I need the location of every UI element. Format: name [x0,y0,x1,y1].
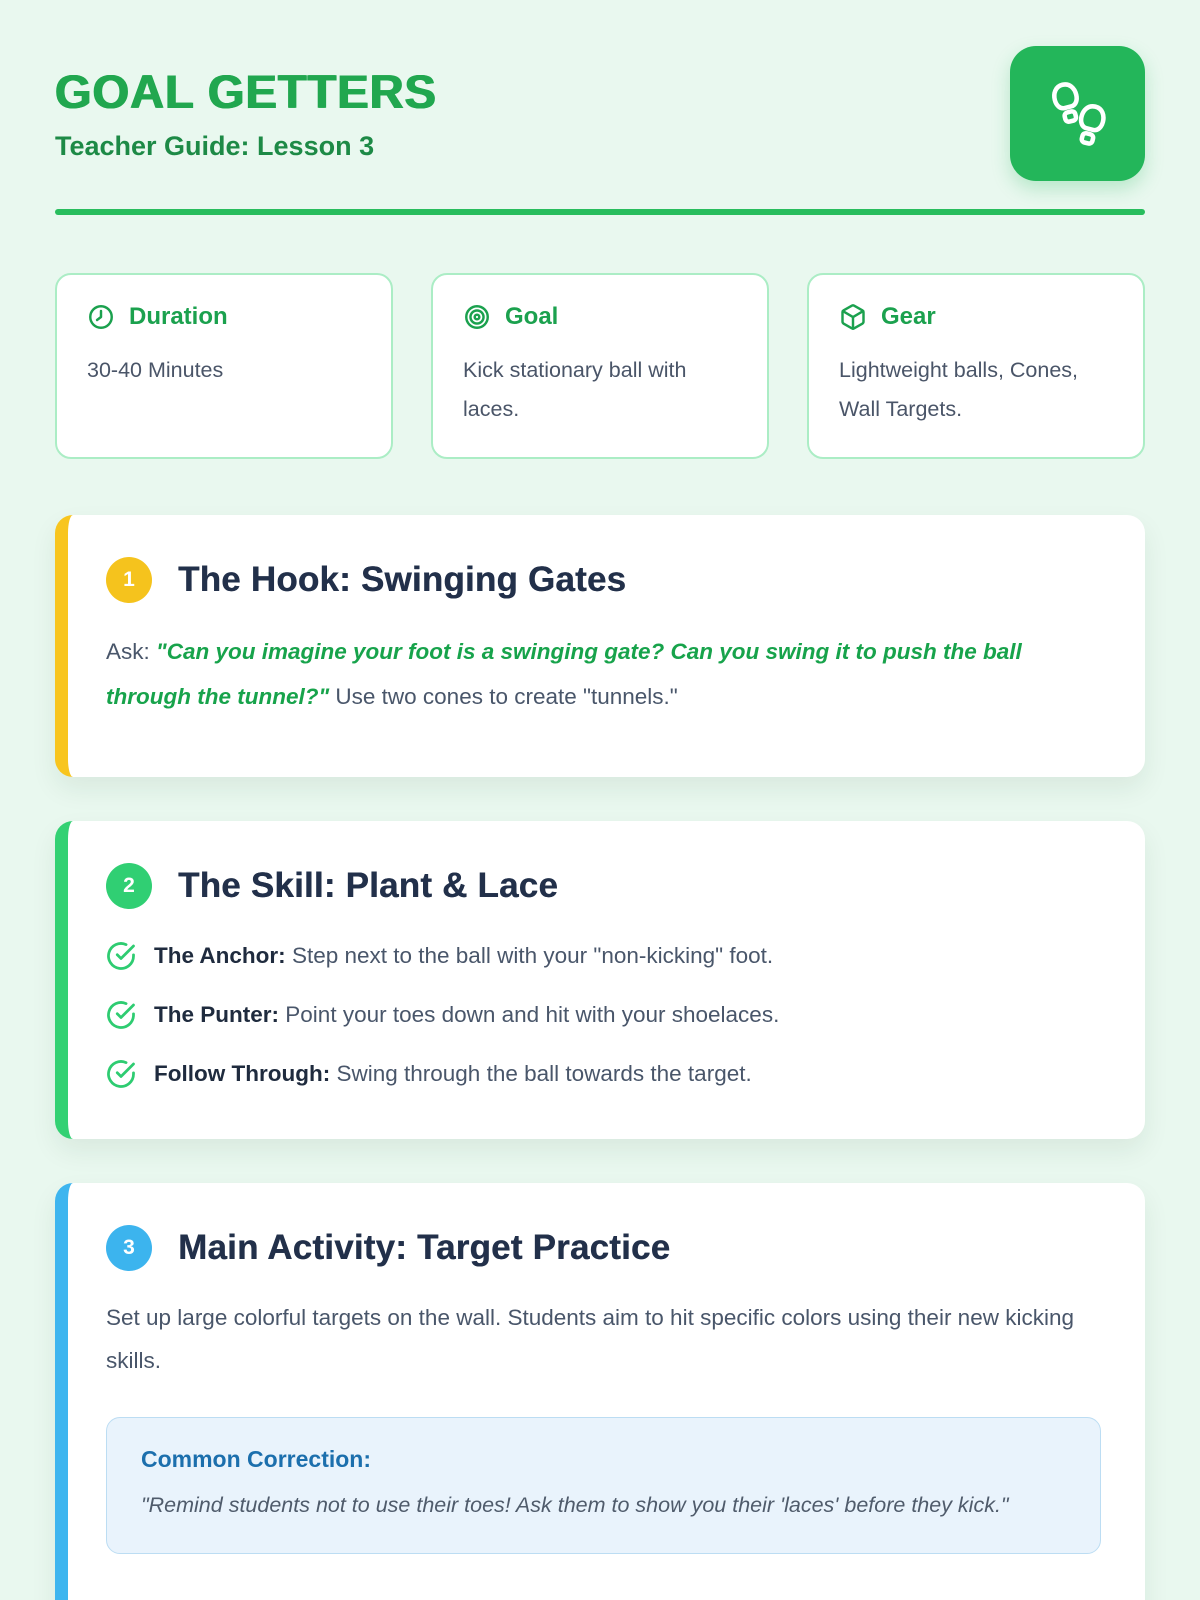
checklist-item [106,1000,1101,1030]
section-skill-title: The Skill: Plant & Lace [178,866,558,905]
gear-card-text: Lightweight balls, Cones, Wall Targets. [839,358,1079,421]
target-icon [463,303,491,331]
hook-quote: "Can you imagine your foot is a swinging gate? Can you swing it to push the ball through the tunnel?" [106,639,1022,709]
duration-card-label [87,303,361,331]
section-hook-body [106,629,1101,719]
section-main-activity [55,1183,1145,1600]
callout-title: Common Correction: [141,1445,371,1472]
checklist-item-text: The Anchor: Step next to the ball with your "non-kicking" foot. [154,943,774,968]
header-text [55,46,437,162]
page-title: GOAL GETTERS [55,65,437,118]
section-number-badge: 3 [106,1225,152,1271]
duration-card-text: 30-40 Minutes [87,358,224,382]
section-hook [55,515,1145,777]
checklist-item [106,941,1101,971]
clock-icon [87,303,115,331]
gear-card-title: Gear [881,303,936,330]
goal-card-text: Kick stationary ball with laces. [463,358,687,421]
checklist-item-text: The Punter: Point your toes down and hit with your shoelaces. [154,1002,780,1027]
section-hook-title: The Hook: Swinging Gates [178,560,627,599]
section-main-activity-head [106,1225,1101,1271]
checklist-item-label: The Punter: [154,1002,280,1027]
section-main-activity-body: Set up large colorful targets on the wall. Students aim to hit specific colors using their new kicking skills. [106,1305,1074,1373]
section-skill [55,821,1145,1139]
hook-after-quote: Use two cones to create "tunnels." [335,684,678,709]
check-circle-icon [106,941,136,971]
callout-text: "Remind students not to use their toes! Ask them to show you their 'laces' before they kick." [141,1492,1009,1517]
header-divider [55,209,1145,215]
info-card-row [55,273,1145,459]
skill-checklist [106,941,1101,1089]
page-subtitle: Teacher Guide: Lesson 3 [55,131,375,161]
check-circle-icon [106,1000,136,1030]
header [55,46,1145,181]
section-number-badge: 1 [106,557,152,603]
checklist-item-text: Follow Through: Swing through the ball towards the target. [154,1061,752,1086]
checklist-item-label: Follow Through: [154,1061,331,1086]
section-skill-head [106,863,1101,909]
section-hook-head [106,557,1101,603]
goal-card [431,273,769,459]
goal-card-label [463,303,737,331]
common-correction-callout [106,1417,1101,1555]
checklist-item [106,1059,1101,1089]
goal-card-title: Goal [505,303,559,330]
ask-prefix: Ask: [106,639,150,664]
section-number-badge: 2 [106,863,152,909]
footprints-icon [1010,46,1145,181]
checklist-item-label: The Anchor: [154,943,286,968]
check-circle-icon [106,1059,136,1089]
section-main-activity-title: Main Activity: Target Practice [178,1228,671,1267]
gear-card-label [839,303,1113,331]
duration-card-title: Duration [129,303,228,330]
gear-card [807,273,1145,459]
package-icon [839,303,867,331]
duration-card [55,273,393,459]
